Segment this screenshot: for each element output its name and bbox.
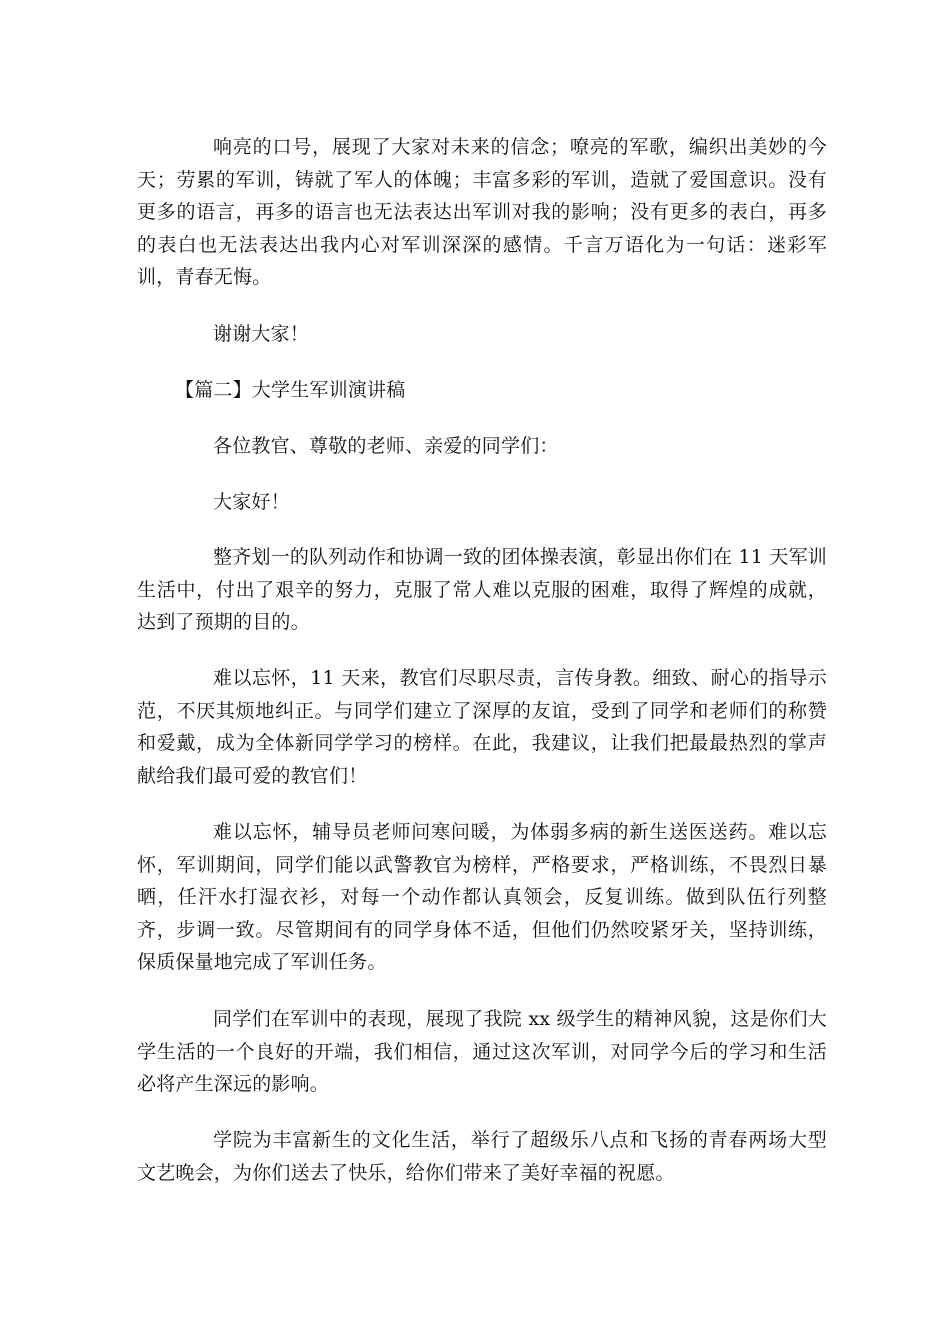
paragraph-performance: 同学们在军训中的表现，展现了我院 xx 级学生的精神风貌，这是你们大学生活的一个良好的开端，我们相信，通过这次军训，对同学今后的学习和生活必将产生深远的影响。 bbox=[137, 1008, 827, 1095]
paragraph-instructors: 难以忘怀，11 天来，教官们尽职尽责，言传身教。细致、耐心的指导示范，不厌其烦地纠正。与同学们建立了深厚的友谊，受到了同学和老师们的称赞和爱戴，成为全体新同学学习的榜样。在此，我建议，让我们把最最热烈的掌声献给我们最可爱的教官们！ bbox=[137, 667, 827, 787]
section-heading: 【篇二】大学生军训演讲稿 bbox=[175, 379, 406, 401]
paragraph-greeting: 大家好！ bbox=[213, 491, 290, 513]
paragraph-cultural-life: 学院为丰富新生的文化生活，举行了超级乐八点和飞扬的青春两场大型文艺晚会，为你们送去了快乐，给你们带来了美好幸福的祝愿。 bbox=[137, 1129, 827, 1184]
paragraph-counselors: 难以忘怀，辅导员老师问寒问暖，为体弱多病的新生送医送药。难以忘怀，军训期间，同学们能以武警教官为榜样，严格要求，严格训练，不畏烈日暴晒，任汗水打湿衣衫，对每一个动作都认真领会，反复训练。做到队伍行列整齐，步调一致。尽管期间有的同学身体不适，但他们仍然咬紧牙关，坚持训练，保质保量地完成了军训任务。 bbox=[137, 821, 827, 973]
paragraph-closing-speech: 响亮的口号，展现了大家对未来的信念；嘹亮的军歌，编织出美妙的今天；劳累的军训，铸就了军人的体魄；丰富多彩的军训，造就了爱国意识。没有更多的语言，再多的语言也无法表达出军训对我的影响；没有更多的表白，再多的表白也无法表达出我内心对军训深深的感情。千言万语化为一句话：迷彩军训，青春无悔。 bbox=[137, 136, 827, 288]
paragraph-thanks: 谢谢大家！ bbox=[213, 323, 310, 345]
paragraph-salutation: 各位教官、尊敬的老师、亲爱的同学们： bbox=[213, 435, 559, 457]
paragraph-achievement: 整齐划一的队列动作和协调一致的团体操表演，彰显出你们在 11 天军训生活中，付出了艰辛的努力，克服了常人难以克服的困难，取得了辉煌的成就，达到了预期的目的。 bbox=[137, 546, 827, 633]
